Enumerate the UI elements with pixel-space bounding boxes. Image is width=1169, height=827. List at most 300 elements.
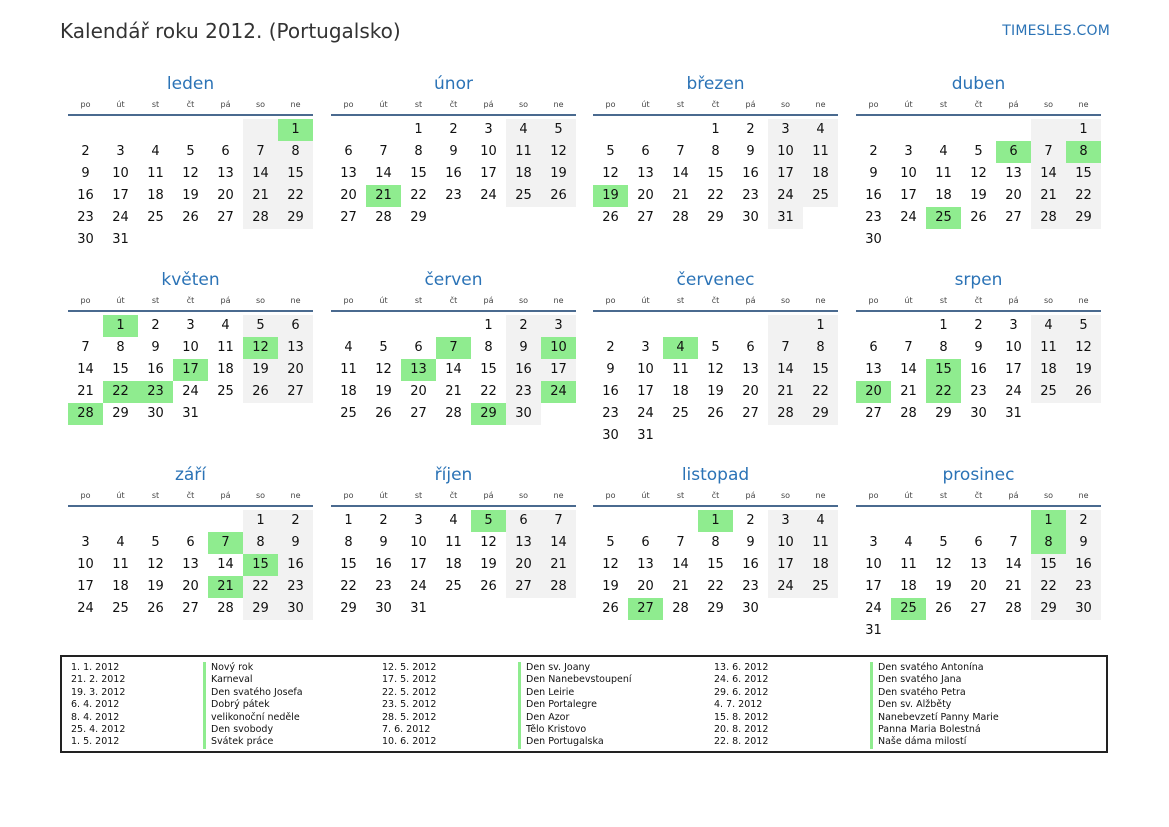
- weekday-label: so: [1043, 491, 1054, 500]
- empty-day-cell: [856, 510, 891, 532]
- day-cell: 7: [676, 535, 685, 550]
- day-cell: 8: [243, 532, 278, 554]
- day-cell: 2: [974, 318, 983, 333]
- day-cell: 8: [711, 535, 720, 550]
- day-cell: 27: [340, 210, 357, 225]
- day-cell: 8: [414, 144, 423, 159]
- day-cell: 11: [340, 362, 357, 377]
- weekday-header: [856, 97, 1101, 113]
- holiday-day-cell: 7: [436, 337, 471, 359]
- week-row: [68, 532, 313, 554]
- day-cell: 4: [904, 535, 913, 550]
- empty-day-cell: [803, 207, 838, 229]
- day-cell: 7: [904, 340, 913, 355]
- day-cell: 6: [641, 535, 650, 550]
- weekday-label: st: [151, 296, 160, 305]
- day-cell: 18: [672, 384, 689, 399]
- empty-day-cell: [1031, 620, 1066, 642]
- day-cell: 13: [970, 557, 987, 572]
- empty-day-cell: [593, 315, 628, 337]
- legend-date: 6. 4. 2012: [71, 699, 120, 711]
- day-cell: 11: [445, 535, 462, 550]
- day-cell: 25: [217, 384, 234, 399]
- empty-day-cell: [891, 510, 926, 532]
- day-cell: 26: [375, 406, 392, 421]
- day-cell: 2: [1066, 510, 1101, 532]
- day-cell: 17: [637, 384, 654, 399]
- weekday-label: so: [518, 296, 529, 305]
- legend-holiday-name: Den sv. Alžběty: [870, 699, 999, 711]
- day-cell: 9: [746, 535, 755, 550]
- weekday-label: po: [605, 100, 616, 109]
- empty-day-cell: [1031, 119, 1066, 141]
- day-cell: 14: [1031, 163, 1066, 185]
- holiday-day-cell: 22: [103, 381, 138, 403]
- day-cell: 24: [77, 601, 94, 616]
- weekday-label: čt: [449, 296, 458, 305]
- day-cell: 29: [112, 406, 129, 421]
- week-row: [856, 576, 1101, 598]
- day-cell: 22: [410, 188, 427, 203]
- weekday-label: so: [1043, 296, 1054, 305]
- day-cell: 31: [637, 428, 654, 443]
- empty-day-cell: [926, 620, 961, 642]
- day-cell: 26: [970, 210, 987, 225]
- day-cell: 28: [768, 403, 803, 425]
- week-row: [593, 598, 838, 620]
- day-cell: 21: [900, 384, 917, 399]
- week-row: [331, 119, 576, 141]
- day-cell: 19: [1066, 359, 1101, 381]
- day-cell: 12: [375, 362, 392, 377]
- weekday-label: so: [1043, 100, 1054, 109]
- day-cell: 4: [116, 535, 125, 550]
- day-cell: 30: [77, 232, 94, 247]
- empty-day-cell: [506, 598, 541, 620]
- day-cell: 10: [182, 340, 199, 355]
- header-divider: [856, 114, 1101, 116]
- week-row: [593, 381, 838, 403]
- day-cell: 28: [375, 210, 392, 225]
- weekday-label: so: [255, 491, 266, 500]
- day-cell: 10: [768, 532, 803, 554]
- day-cell: 12: [541, 141, 576, 163]
- day-cell: 13: [742, 362, 759, 377]
- legend-dates-col-2: [382, 662, 436, 749]
- legend-dates-col-3: [714, 662, 768, 749]
- day-cell: 2: [869, 144, 878, 159]
- day-cell: 11: [506, 141, 541, 163]
- weekday-label: pá: [220, 491, 231, 500]
- legend-date: 13. 6. 2012: [714, 662, 769, 673]
- day-cell: 20: [278, 359, 313, 381]
- day-cell: 5: [939, 535, 948, 550]
- weekday-label: út: [116, 491, 125, 500]
- day-cell: 10: [77, 557, 94, 572]
- empty-day-cell: [733, 315, 768, 337]
- day-cell: 25: [803, 576, 838, 598]
- day-cell: 3: [484, 122, 493, 137]
- legend-holiday-name: velikonoční neděle: [203, 712, 303, 724]
- day-cell: 11: [672, 362, 689, 377]
- week-row: [68, 141, 313, 163]
- day-cell: 19: [602, 579, 619, 594]
- day-cell: 6: [641, 144, 650, 159]
- day-cell: 16: [506, 359, 541, 381]
- week-row: [331, 381, 576, 403]
- legend-dates-col-1: [71, 662, 125, 749]
- day-cell: 12: [707, 362, 724, 377]
- day-cell: 15: [410, 166, 427, 181]
- weekday-label: čt: [974, 296, 983, 305]
- day-cell: 27: [410, 406, 427, 421]
- weekday-label: po: [868, 491, 879, 500]
- day-cell: 19: [375, 384, 392, 399]
- day-cell: 13: [278, 337, 313, 359]
- month-10: [331, 464, 576, 620]
- day-cell: 20: [340, 188, 357, 203]
- weekday-label: pá: [745, 296, 756, 305]
- day-cell: 8: [344, 535, 353, 550]
- month-4: [856, 73, 1101, 251]
- week-row: [331, 163, 576, 185]
- empty-day-cell: [961, 119, 996, 141]
- day-cell: 29: [803, 403, 838, 425]
- day-cell: 30: [506, 403, 541, 425]
- day-cell: 8: [803, 337, 838, 359]
- week-row: [331, 403, 576, 425]
- day-cell: 2: [746, 513, 755, 528]
- legend-holiday-name: Naše dáma milostí: [870, 736, 999, 748]
- day-cell: 5: [243, 315, 278, 337]
- day-cell: 9: [606, 362, 615, 377]
- week-row: [593, 576, 838, 598]
- day-cell: 30: [602, 428, 619, 443]
- legend-date: 21. 2. 2012: [71, 674, 126, 686]
- day-cell: 20: [637, 579, 654, 594]
- weekday-label: čt: [974, 491, 983, 500]
- day-cell: 16: [278, 554, 313, 576]
- weekday-label: út: [904, 491, 913, 500]
- day-cell: 19: [935, 579, 952, 594]
- holiday-day-cell: 8: [1031, 532, 1066, 554]
- empty-day-cell: [103, 119, 138, 141]
- day-cell: 14: [375, 166, 392, 181]
- week-row: [331, 359, 576, 381]
- month-name: srpen: [954, 270, 1003, 290]
- header-divider: [68, 310, 313, 312]
- weekday-label: so: [518, 491, 529, 500]
- legend-date: 20. 8. 2012: [714, 723, 769, 735]
- month-name: září: [174, 465, 207, 485]
- empty-day-cell: [996, 620, 1031, 642]
- day-cell: 21: [672, 579, 689, 594]
- day-cell: 25: [506, 185, 541, 207]
- empty-day-cell: [68, 315, 103, 337]
- week-row: [593, 337, 838, 359]
- day-cell: 24: [182, 384, 199, 399]
- brand-link[interactable]: TIMESLES.COM: [1002, 23, 1110, 39]
- day-cell: 6: [746, 340, 755, 355]
- day-cell: 3: [116, 144, 125, 159]
- day-cell: 14: [672, 557, 689, 572]
- day-cell: 4: [1031, 315, 1066, 337]
- week-row: [856, 119, 1101, 141]
- day-cell: 10: [768, 141, 803, 163]
- empty-day-cell: [1066, 620, 1101, 642]
- day-cell: 3: [186, 318, 195, 333]
- weekday-label: pá: [1008, 100, 1019, 109]
- weekday-label: po: [605, 296, 616, 305]
- weekday-label: út: [379, 491, 388, 500]
- day-cell: 27: [182, 601, 199, 616]
- empty-day-cell: [243, 119, 278, 141]
- day-cell: 22: [480, 384, 497, 399]
- day-cell: 15: [803, 359, 838, 381]
- legend-holiday-name: Den svatého Petra: [870, 687, 999, 699]
- holiday-day-cell: 15: [926, 359, 961, 381]
- month-name: prosinec: [942, 465, 1015, 485]
- day-cell: 14: [768, 359, 803, 381]
- empty-day-cell: [138, 119, 173, 141]
- day-cell: 1: [711, 122, 720, 137]
- day-cell: 28: [672, 210, 689, 225]
- empty-day-cell: [663, 315, 698, 337]
- week-row: [593, 185, 838, 207]
- legend-holiday-name: Den Leirie: [518, 687, 632, 699]
- weekday-header: [593, 488, 838, 504]
- day-cell: 14: [1005, 557, 1022, 572]
- weekday-label: pá: [745, 491, 756, 500]
- day-cell: 21: [445, 384, 462, 399]
- day-cell: 26: [147, 601, 164, 616]
- day-cell: 5: [379, 340, 388, 355]
- day-cell: 28: [217, 601, 234, 616]
- legend-holiday-name: Den Azor: [518, 712, 632, 724]
- day-cell: 17: [410, 557, 427, 572]
- legend-holiday-name: Panna Maria Bolestná: [870, 724, 999, 736]
- day-cell: 10: [900, 166, 917, 181]
- legend-date: 10. 6. 2012: [382, 736, 437, 748]
- weekday-label: pá: [1008, 491, 1019, 500]
- day-cell: 22: [1031, 576, 1066, 598]
- day-cell: 4: [803, 119, 838, 141]
- day-cell: 12: [602, 557, 619, 572]
- day-cell: 30: [278, 598, 313, 620]
- month-name: listopad: [681, 465, 750, 485]
- day-cell: 18: [147, 188, 164, 203]
- week-row: [68, 185, 313, 207]
- weekday-label: po: [868, 100, 879, 109]
- day-cell: 6: [221, 144, 230, 159]
- month-6: [331, 269, 576, 425]
- weekday-label: po: [605, 491, 616, 500]
- day-cell: 7: [81, 340, 90, 355]
- day-cell: 27: [742, 406, 759, 421]
- empty-day-cell: [926, 510, 961, 532]
- weekday-label: pá: [745, 100, 756, 109]
- week-row: [68, 315, 313, 337]
- day-cell: 11: [147, 166, 164, 181]
- weekday-label: st: [414, 296, 423, 305]
- holiday-day-cell: 21: [366, 185, 401, 207]
- day-cell: 28: [1005, 601, 1022, 616]
- weekday-header: [593, 293, 838, 309]
- day-cell: 13: [1005, 166, 1022, 181]
- day-cell: 13: [637, 557, 654, 572]
- day-cell: 8: [116, 340, 125, 355]
- day-cell: 28: [541, 576, 576, 598]
- week-row: [856, 598, 1101, 620]
- weekday-header: [68, 97, 313, 113]
- legend-date: 1. 5. 2012: [71, 736, 120, 748]
- legend-holiday-name: Den svatého Josefa: [203, 687, 303, 699]
- weekday-header: [331, 293, 576, 309]
- empty-day-cell: [961, 620, 996, 642]
- week-row: [68, 576, 313, 598]
- day-cell: 10: [1005, 340, 1022, 355]
- holiday-day-cell: 13: [401, 359, 436, 381]
- week-row: [856, 207, 1101, 229]
- legend-date: 1. 1. 2012: [71, 662, 120, 673]
- day-cell: 7: [768, 337, 803, 359]
- day-cell: 23: [278, 576, 313, 598]
- header-divider: [593, 114, 838, 116]
- day-cell: 25: [112, 601, 129, 616]
- empty-day-cell: [891, 229, 926, 251]
- day-cell: 20: [506, 554, 541, 576]
- header-divider: [856, 310, 1101, 312]
- month-5: [68, 269, 313, 425]
- day-cell: 1: [939, 318, 948, 333]
- day-cell: 7: [243, 141, 278, 163]
- weekday-label: út: [904, 100, 913, 109]
- day-cell: 29: [935, 406, 952, 421]
- day-cell: 3: [904, 144, 913, 159]
- day-cell: 10: [865, 557, 882, 572]
- day-cell: 15: [707, 166, 724, 181]
- empty-day-cell: [891, 315, 926, 337]
- day-cell: 25: [445, 579, 462, 594]
- empty-day-cell: [208, 119, 243, 141]
- day-cell: 23: [602, 406, 619, 421]
- empty-day-cell: [768, 598, 803, 620]
- day-cell: 18: [935, 188, 952, 203]
- day-cell: 11: [900, 557, 917, 572]
- day-cell: 22: [278, 185, 313, 207]
- day-cell: 9: [974, 340, 983, 355]
- day-cell: 16: [742, 557, 759, 572]
- week-row: [593, 554, 838, 576]
- week-row: [593, 510, 838, 532]
- day-cell: 8: [939, 340, 948, 355]
- empty-day-cell: [471, 598, 506, 620]
- day-cell: 15: [480, 362, 497, 377]
- weekday-label: ne: [815, 100, 826, 109]
- legend-date: 22. 5. 2012: [382, 686, 437, 698]
- empty-day-cell: [961, 510, 996, 532]
- weekday-label: so: [255, 296, 266, 305]
- week-row: [68, 403, 313, 425]
- day-cell: 24: [480, 188, 497, 203]
- day-cell: 20: [217, 188, 234, 203]
- day-cell: 19: [541, 163, 576, 185]
- weekday-label: st: [151, 491, 160, 500]
- day-cell: 17: [768, 554, 803, 576]
- day-cell: 26: [602, 210, 619, 225]
- month-name: únor: [434, 74, 473, 94]
- day-cell: 3: [768, 119, 803, 141]
- day-cell: 3: [641, 340, 650, 355]
- week-row: [856, 337, 1101, 359]
- day-cell: 16: [602, 384, 619, 399]
- empty-day-cell: [1031, 403, 1066, 425]
- day-cell: 11: [803, 532, 838, 554]
- week-row: [593, 359, 838, 381]
- empty-day-cell: [68, 510, 103, 532]
- legend-holiday-name: Dobrý pátek: [203, 699, 303, 711]
- week-row: [856, 510, 1101, 532]
- day-cell: 15: [707, 557, 724, 572]
- day-cell: 18: [217, 362, 234, 377]
- weekday-label: ne: [553, 491, 564, 500]
- empty-day-cell: [996, 119, 1031, 141]
- weekday-label: čt: [186, 100, 195, 109]
- day-cell: 19: [182, 188, 199, 203]
- day-cell: 30: [1066, 598, 1101, 620]
- day-cell: 2: [506, 315, 541, 337]
- week-row: [856, 185, 1101, 207]
- day-cell: 2: [379, 513, 388, 528]
- day-cell: 11: [803, 141, 838, 163]
- day-cell: 6: [278, 315, 313, 337]
- day-cell: 4: [151, 144, 160, 159]
- month-9: [68, 464, 313, 620]
- holiday-day-cell: 17: [173, 359, 208, 381]
- day-cell: 11: [935, 166, 952, 181]
- day-cell: 21: [768, 381, 803, 403]
- day-cell: 3: [869, 535, 878, 550]
- empty-day-cell: [593, 510, 628, 532]
- day-cell: 9: [449, 144, 458, 159]
- header-divider: [331, 505, 576, 507]
- day-cell: 17: [77, 579, 94, 594]
- header-divider: [331, 114, 576, 116]
- month-1: [68, 73, 313, 251]
- day-cell: 14: [900, 362, 917, 377]
- legend-holiday-name: Den svatého Antonína: [870, 662, 999, 674]
- holiday-day-cell: 25: [926, 207, 961, 229]
- day-cell: 12: [147, 557, 164, 572]
- day-cell: 29: [340, 601, 357, 616]
- day-cell: 30: [147, 406, 164, 421]
- day-cell: 21: [77, 384, 94, 399]
- day-cell: 7: [1031, 141, 1066, 163]
- day-cell: 31: [768, 207, 803, 229]
- day-cell: 27: [506, 576, 541, 598]
- weekday-label: ne: [290, 491, 301, 500]
- holiday-day-cell: 7: [208, 532, 243, 554]
- month-name: leden: [166, 74, 215, 94]
- day-cell: 24: [1005, 384, 1022, 399]
- day-cell: 5: [541, 119, 576, 141]
- empty-day-cell: [208, 403, 243, 425]
- day-cell: 12: [602, 166, 619, 181]
- day-cell: 29: [1066, 207, 1101, 229]
- day-cell: 2: [151, 318, 160, 333]
- week-row: [331, 598, 576, 620]
- day-cell: 20: [970, 579, 987, 594]
